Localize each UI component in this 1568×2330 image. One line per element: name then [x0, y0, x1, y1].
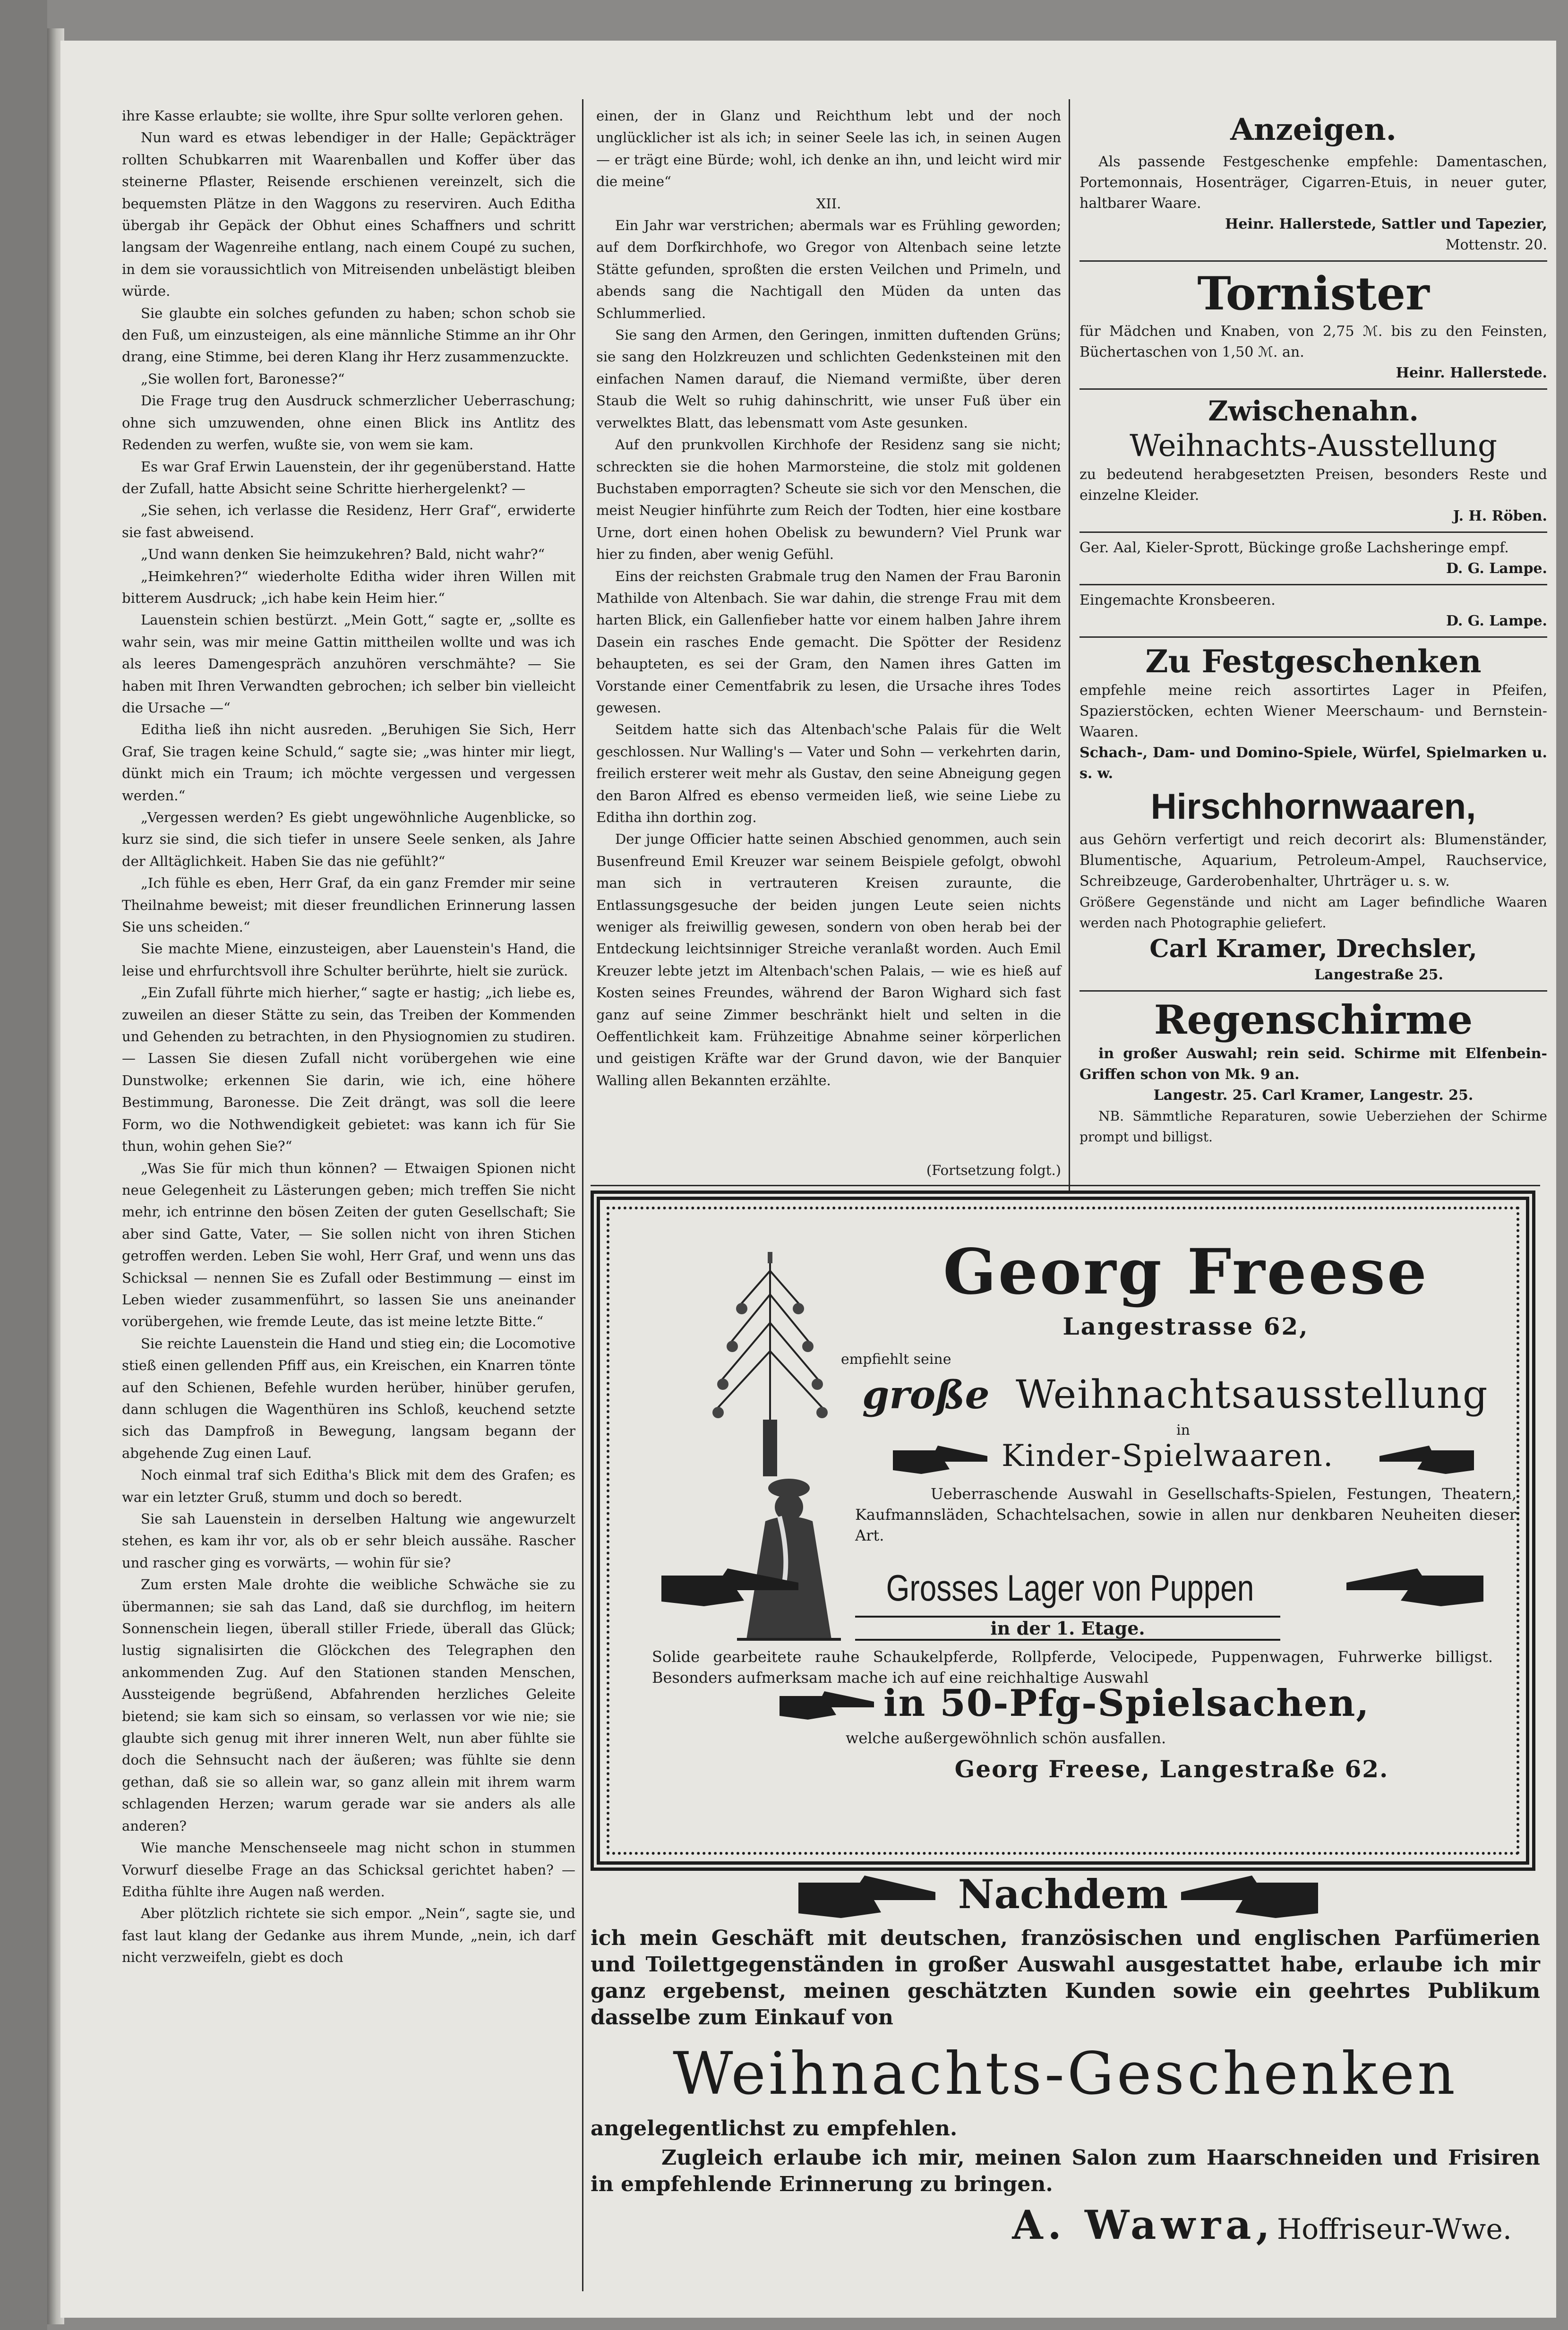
story-paragraph: Noch einmal traf sich Editha's Blick mit dem des Grafen; es war ein letzter Gruß, stumm und doch so beredt.	[122, 1467, 575, 1505]
column-rule-2	[1069, 99, 1070, 1191]
kronsbeeren-sign: D. G. Lampe.	[1446, 613, 1547, 629]
freese-solide: Solide gearbeitete rauhe Schaukelpferde, Rollpferde, Velocipede, Puppenwagen, Fuhrwerke billigst. Besonders aufmerksam mache ich auf eine reichhaltige Auswahl	[652, 1648, 1493, 1687]
regenschirme-nb: NB. Sämmtliche Reparaturen, sowie Ueberziehen der Schirme prompt und billigst.	[1080, 1108, 1547, 1145]
wawra-sign	[591, 2202, 1512, 2248]
pointing-hand-right-icon	[661, 1564, 803, 1611]
story-paragraph: Zum ersten Male drohte die weibliche Schwäche sie zu übermannen; sie sah das Land, daß sie durchflog, im heitern Sonnenschein liegen, überall stiller Friede, überall das Glück; lustig signalisirten die Glöckchen des Telegraphen den ankommenden Zug. Auf den Stationen standen Menschen, Aussteigende begrüßend, Abfahrenden herzliches Geleite bietend; sie kam sich so einsam, so verlassen vor wie nie; sie glaubte sich genug mit ihrer inneren Welt, nun aber fühlte sie doch die Sehnsucht nach der äußeren; was fühlte sie denn gethan, daß sie so allein war, so ganz allein mit ihrem warm schlagenden Herzen; warum gerade war sie anders als alle anderen?	[122, 1576, 575, 1834]
story-paragraph: einen, der in Glanz und Reichthum lebt und der noch unglücklicher ist als ich; in seiner Seele las ich, in seinen Augen — er trägt eine Bürde; wohl, ich denke an ihn, und leicht wird mir die meine“	[596, 108, 1061, 190]
wawra-sign-name: A. Wawra,	[1012, 2202, 1275, 2248]
tornister-text: für Mädchen und Knaben, von 2,75 ℳ. bis zu den Feinsten, Büchertaschen von 1,50 ℳ. an.	[1080, 323, 1547, 360]
freese-grosse: große	[862, 1372, 990, 1418]
ad-rule	[1080, 260, 1547, 262]
weihnachts-ausstellung-text: zu bedeutend herabgesetzten Preisen, besonders Reste und einzelne Kleider.	[1080, 466, 1547, 504]
column-rule-1	[582, 99, 583, 2291]
story-paragraph: Lauenstein schien bestürzt. „Mein Gott,“ sagte er, „sollte es wahr sein, was mir meine Gattin mittheilen wollte und was ich als leeres Damengespräch anzuhören verschmähte? — Sie haben mit Ihren Verwandten gebrochen; ich selber bin vielleicht die Ursache —“	[122, 612, 575, 716]
story-paragraph: „Heimkehren?“ wiederholte Editha wider ihren Willen mit bitterem Ausdruck; „ich habe kein Heim hier.“	[122, 568, 575, 606]
story-paragraph: ihre Kasse erlaubte; sie wollte, ihre Spur sollte verloren gehen.	[122, 108, 564, 124]
story-paragraph: „Sie sehen, ich verlasse die Residenz, Herr Graf“, erwiderte sie fast abweisend.	[122, 502, 575, 540]
wawra-geschenken: Weihnachts-Geschenken	[673, 2040, 1458, 2108]
ads-title: Anzeigen.	[1230, 112, 1397, 147]
ad-damentaschen-sign: Heinr. Hallerstede, Sattler und Tapezier,	[1225, 216, 1547, 232]
wawra-text1: ich mein Geschäft mit deutschen, französischen und englischen Parfümerien und Toilettgegenständen in großer Auswahl ausgestattet habe, erlaube ich mir ganz ergebenst, meinen geschätzten Kunden sowie ein geehrtes Publikum dasselbe zum Einkauf von	[591, 1926, 1540, 2030]
ads-column	[1080, 111, 1547, 1148]
pointing-hand-right-icon	[798, 1871, 940, 1923]
story-paragraph: Seitdem hatte sich das Altenbach'sche Palais für die Welt geschlossen. Nur Walling's — Vater und Sohn — verkehrten darin, freilich ersterer weit mehr als Gustav, den seine Abneigung gegen den Baron Alfred es ebenso vermeiden ließ, wie seine Liebe zu Editha ihn dorthin zog.	[596, 721, 1061, 825]
pointing-hand-left-icon	[1342, 1564, 1483, 1611]
kronsbeeren-text: Eingemachte Kronsbeeren.	[1080, 592, 1276, 608]
chapter-number: XII.	[816, 195, 841, 212]
hirschhorn-text: aus Gehörn verfertigt und reich decorirt als: Blumenständer, Blumentische, Aquarium, Petroleum-Ampel, Rauchservice, Schreibzeuge, Garderobenhalter, Uhrträger u. s. w.	[1080, 831, 1547, 890]
section-rule	[591, 1185, 1540, 1186]
weihnachts-ausstellung-title: Weihnachts-Ausstellung	[1130, 428, 1497, 463]
story-paragraph: Die Frage trug den Ausdruck schmerzlicher Ueberraschung; ohne sich umzuwenden, ohne einen Blick ins Antlitz des Redenden zu werfen, wußte sie, von wem sie kam.	[122, 393, 575, 453]
story-column-2	[596, 105, 1061, 1091]
ad-rule	[1080, 990, 1547, 992]
freese-name: Georg Freese	[943, 1235, 1429, 1309]
story-paragraph: Ein Jahr war verstrichen; abermals war es Frühling geworden; auf dem Dorfkirchhofe, wo Gregor von Altenbach seine letzte Stätte gefunden, sproßten die ersten Veilchen und Primeln, und abends sang die Nachtigall den Müden da unten das Schlummerlied.	[596, 217, 1061, 321]
story-paragraph: Sie machte Miene, einzusteigen, aber Lauenstein's Hand, die leise und ehrfurchtsvoll ihre Schulter berührte, hielt sie zurück.	[122, 941, 575, 979]
ad-damentaschen-text: Als passende Festgeschenke empfehle: Damentaschen, Portemonnais, Hosenträger, Cigarren-Etuis, in neuer guter, haltbarer Waare.	[1080, 154, 1547, 212]
kramer-sign: Carl Kramer, Drechsler,	[1149, 934, 1477, 963]
story-paragraph: Sie sah Lauenstein in derselben Haltung wie angewurzelt stehen, es kam ihr vor, als ob er sehr bleich aussähe. Rascher und rascher ging es vorwärts, — wohin für sie?	[122, 1511, 575, 1571]
tornister-title: Tornister	[1197, 267, 1430, 320]
hirschhorn-title: Hirschhornwaaren,	[1150, 787, 1476, 827]
wawra-text3: Zugleich erlaube ich mir, meinen Salon zum Haarschneiden und Frisiren in empfehlende Erinnerung zu bringen.	[591, 2146, 1540, 2196]
story-paragraph: Sie reichte Lauenstein die Hand und stieg ein; die Locomotive stieß einen gellenden Pfiff aus, ein Kreischen, ein Knarren tönte auf den Schienen, Befehle wurden herüber, hinüber gerufen, dann schlugen die Wagenthüren ins Schloß, keuchend setzte sich das Dampfroß in Bewegung, langsam begann der abgehende Zug einen Lauf.	[122, 1335, 575, 1461]
regenschirme-title: Regenschirme	[1154, 996, 1473, 1043]
freese-schoen: welche außergewöhnlich schön ausfallen.	[846, 1729, 1166, 1747]
festgeschenke-spiele: Schach-, Dam- und Domino-Spiele, Würfel, Spielmarken u. s. w.	[1080, 745, 1547, 782]
pointing-hand-left-icon	[1176, 1871, 1318, 1923]
pointing-hand-left-icon	[1375, 1441, 1474, 1479]
continuation-note: (Fortsetzung folgt.)	[926, 1162, 1061, 1178]
aal-text: Ger. Aal, Kieler-Sprott, Bückinge große Lachsheringe empf.	[1080, 540, 1509, 556]
freese-kinder: Kinder-Spielwaaren.	[1002, 1439, 1334, 1473]
story-column-1	[122, 105, 575, 1969]
ad-rule	[1080, 388, 1547, 390]
freese-address: Langestrasse 62,	[1062, 1312, 1309, 1340]
kramer-addr: Langestraße 25.	[1314, 967, 1443, 983]
freese-sign: Georg Freese, Langestraße 62.	[954, 1755, 1389, 1783]
ad-damentaschen-addr: Mottenstr. 20.	[1445, 237, 1547, 253]
freese-ad-frame	[591, 1191, 1535, 1871]
pointing-hand-right-icon	[893, 1441, 992, 1479]
story-paragraph: Aber plötzlich richtete sie sich empor. „Nein“, sagte sie, und fast laut klang der Gedanke aus ihrem Munde, „nein, ich darf nicht verzweifeln, giebt es doch	[122, 1905, 575, 1966]
freese-empfiehlt: empfiehlt seine	[841, 1351, 951, 1368]
freese-puppen: Grosses Lager von Puppen	[886, 1567, 1254, 1609]
story-paragraph: „Und wann denken Sie heimzukehren? Bald, nicht wahr?“	[141, 546, 545, 563]
story-paragraph: „Ein Zufall führte mich hierher,“ sagte er hastig; „ich liebe es, zuweilen an dieser Stätte zu sein, das Treiben der Kommenden und Gehenden zu betrachten, in den Physiognomien zu studiren. — Lassen Sie diesen Zufall nicht vorübergehen wie eine Dunstwolke; erkennen Sie darin, wie ich, eine höhere Bestimmung, Baronesse. Die Zeit drängt, was soll die leere Form, wo die Nothwendigkeit gebietet: was kann ich für Sie thun, wohin gehen Sie?“	[122, 985, 575, 1155]
ad-rule	[1080, 636, 1547, 638]
story-paragraph: Editha ließ ihn nicht ausreden. „Beruhigen Sie Sich, Herr Graf, Sie tragen keine Schuld,“ sagte sie; „was hinter mir liegt, dünkt mich ein Traum; ich möchte vergessen und vergessen werden.“	[122, 721, 575, 804]
story-paragraph: Sie sang den Armen, den Geringen, inmitten duftenden Grüns; sie sang den Holzkreuzen und schlichten Gedenksteinen mit den einfachen Namen darauf, die Niemand vermißte, über deren Staub die Welt so ruhig dahinschritt, wie unser Fuß über ein verwelktes Blatt, das lebensmatt vom Aste gesunken.	[596, 327, 1061, 431]
scan-margin	[0, 0, 47, 2330]
roeben-sign: J. H. Röben.	[1453, 508, 1547, 524]
story-paragraph: Wie manche Menschenseele mag nicht schon in stummen Vorwurf dieselbe Frage an das Schicksal gerichtet haben? — Editha fühlte ihre Augen naß werden.	[122, 1840, 575, 1900]
story-paragraph: Auf den prunkvollen Kirchhofe der Residenz sang sie nicht; schreckten sie die hohen Marmorsteine, die stolz mit goldenen Buchstaben emporragten? Scheute sie sich vor den Menschen, die meist Neugier hinführte zum Reich der Todten, hier eine kostbare Urne, dort einen hohen Obelisk zu bewundern? Viel Prunk war hier zu finden, aber wenig Gefühl.	[596, 437, 1061, 563]
wawra-nachdem: Nachdem	[958, 1871, 1168, 1918]
story-paragraph: „Ich fühle es eben, Herr Graf, da ein ganz Fremder mir seine Theilnahme beweist; mit dieser freundlichen Erinnerung lassen Sie uns scheiden.“	[122, 875, 575, 935]
story-paragraph: Sie glaubte ein solches gefunden zu haben; schon schob sie den Fuß, um einzusteigen, als eine männliche Stimme an ihr Ohr drang, eine Stimme, bei deren Klang ihr Herz zusammenzuckte.	[122, 305, 575, 365]
story-paragraph: Es war Graf Erwin Lauenstein, der ihr gegenüberstand. Hatte der Zufall, hatte Absicht seine Schritte hierhergelenkt? —	[122, 458, 575, 497]
freese-ausstellung: Weihnachtsausstellung	[1016, 1372, 1489, 1417]
tornister-sign: Heinr. Hallerstede.	[1396, 365, 1547, 381]
story-paragraph: „Was Sie für mich thun können? — Etwaigen Spionen nicht neue Gelegenheit zu Lästerungen geben; mich treffen Sie nicht mehr, ich entrinne den bösen Zeiten der guten Gesellschaft; Sie aber sind Gatte, Vater, — Sie sollen nicht von ihren Stichen getroffen werden. Leben Sie wohl, Herr Graf, und wenn uns das Schicksal — nennen Sie es Zufall oder Bestimmung — einst im Leben wieder zusammenführt, so lassen Sie uns aneinander vorübergehen, wie fremde Leute, das ist meine letzte Bitte.“	[122, 1160, 575, 1330]
aal-sign: D. G. Lampe.	[1446, 560, 1547, 577]
freese-etage: in der 1. Etage.	[855, 1616, 1280, 1641]
ad-rule	[1080, 531, 1547, 533]
festgeschenke-text: empfehle meine reich assortirtes Lager in Pfeifen, Spazierstöcken, echten Wiener Meerschaum- und Bernstein-Waaren.	[1080, 682, 1547, 740]
freese-auswahl: Ueberraschende Auswahl in Gesellschafts-Spielen, Festungen, Theatern, Kaufmannsläden, Schachtelsachen, sowie in allen nur denkbaren Neuheiten dieser Art.	[855, 1485, 1517, 1544]
wawra-text2: angelegentlichst zu empfehlen.	[591, 2116, 958, 2141]
freese-in: in	[1176, 1422, 1190, 1439]
ad-rule	[1080, 584, 1547, 585]
story-paragraph: „Vergessen werden? Es giebt ungewöhnliche Augenblicke, so kurz sie sind, die sich tiefer in unsere Seele senken, als Jahre der Alltäglichkeit. Haben Sie das nie gefühlt?“	[122, 809, 575, 869]
story-paragraph: Der junge Officier hatte seinen Abschied genommen, auch sein Busenfreund Emil Kreuzer war seinem Beispiele gefolgt, obwohl man sich in vertrauteren Kreisen zuraunte, die Entlassungsgesuche der beiden jungen Leute seien nichts weniger als freiwillig gewesen, sondern von oben herab bei der Entdeckung leichtsinniger Streiche veranlaßt worden. Auch Emil Kreuzer lebte jetzt im Altenbach'schen Palais, — wie es hieß auf Kosten seines Freundes, während der Baron Wighard sich fast ganz auf seine Zimmer beschränkt hielt und selten in die Oeffentlichkeit kam. Frühzeitige Abnahme seiner körperlichen und geistigen Kräfte war der Grund davon, wie der Banquier Walling allen Bekannten erzählte.	[596, 831, 1061, 1088]
festgeschenke-title: Zu Festgeschenken	[1145, 643, 1482, 680]
wawra-sign-title: Hoffriseur-Wwe.	[1277, 2213, 1512, 2246]
story-paragraph: „Sie wollen fort, Baronesse?“	[141, 370, 345, 387]
hirschhorn-note: Größere Gegenstände und nicht am Lager befindliche Waaren werden nach Photographie geliefert.	[1080, 894, 1547, 931]
freese-50pfg: in 50-Pfg-Spielsachen,	[883, 1682, 1370, 1725]
zwischenahn-title: Zwischenahn.	[1208, 395, 1419, 427]
regenschirme-sign: Langestr. 25. Carl Kramer, Langestr. 25.	[1153, 1087, 1474, 1104]
story-paragraph: Nun ward es etwas lebendiger in der Halle; Gepäckträger rollten Schubkarren mit Waarenballen und Koffer über das steinerne Pflaster, Reisende erschienen vereinzelt, sich die bequemsten Plätze in den Waggons zu reserviren. Auch Editha übergab ihr Gepäck der Obhut eines Schaffners und schritt langsam der Wagenreihe entlang, nach einem Coupé zu suchen, in dem sie voraussichtlich von Mitreisenden unbelästigt bleiben würde.	[122, 129, 575, 300]
regenschirme-text: in großer Auswahl; rein seid. Schirme mit Elfenbein-Griffen schon von Mk. 9 an.	[1080, 1045, 1547, 1083]
pointing-hand-right-icon	[780, 1687, 879, 1724]
story-paragraph: Eins der reichsten Grabmale trug den Namen der Frau Baronin Mathilde von Altenbach. Sie war dahin, die strenge Frau mit dem harten Blick, ein Gallenfieber hatte vor einem halben Jahre ihrem Dasein ein rasches Ende gemacht. Die Spötter der Residenz behaupteten, es sei der Gram, den Namen ihres Gatten im Vorstande einer Cementfabrik zu lesen, die Ursache ihres Todes gewesen.	[596, 568, 1061, 716]
